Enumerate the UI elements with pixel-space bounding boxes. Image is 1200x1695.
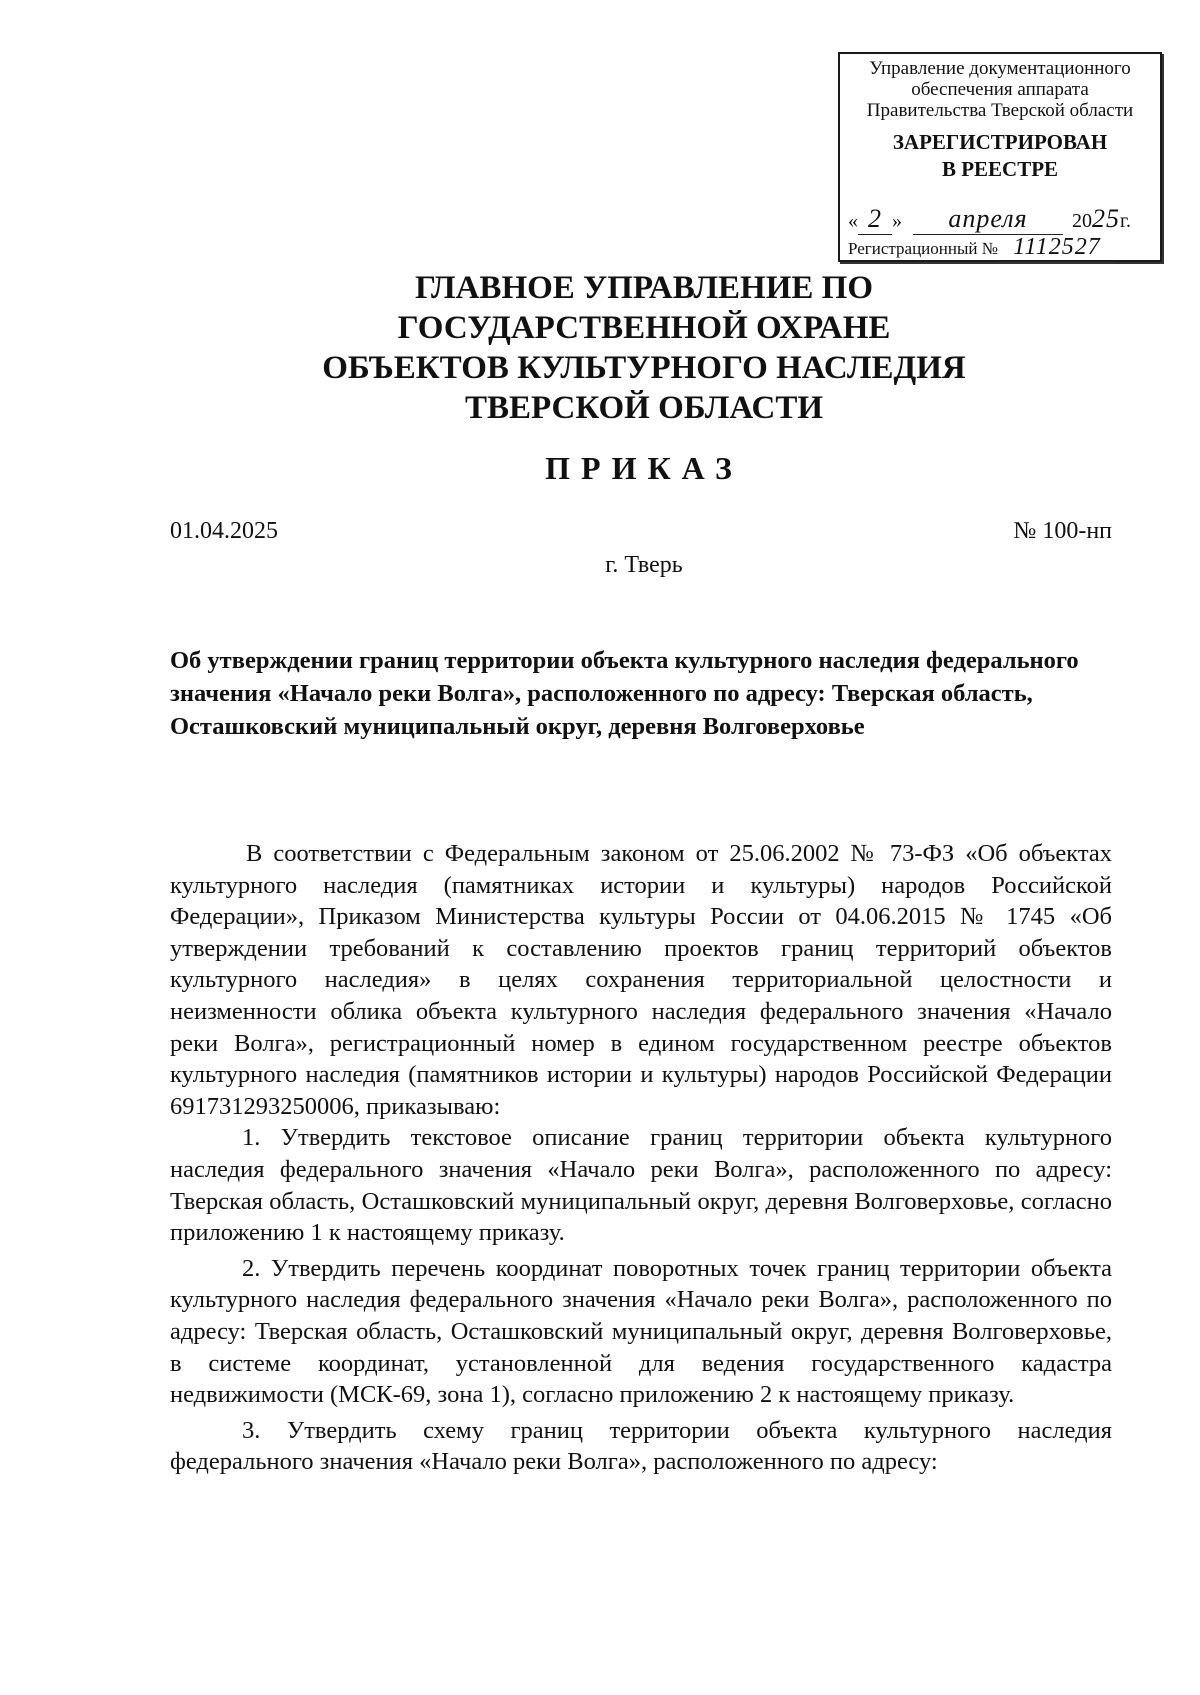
order-item-1: 1. Утвердить текстовое описание границ территории объекта культурного наследия федерального значения «Начало реки Волга», расположенного по адресу: Тверская область, Осташковский муниципальный округ, деревня Волговерховье, согласно приложению 1 к настоящему приказу. xyxy=(170,1124,1112,1247)
stamp-reg-number: 1112527 xyxy=(998,234,1116,262)
title-line: ГОСУДАРСТВЕННОЙ ОХРАНЕ xyxy=(397,310,891,346)
stamp-organization xyxy=(840,54,1160,121)
stamp-date-month: апреля xyxy=(913,204,1063,235)
document-city: г. Тверь xyxy=(605,552,683,578)
stamp-date: « 2 » апреля 2025г. xyxy=(848,204,1131,233)
order-item-3: 3. Утвердить схему границ территории объекта культурного наследия федерального значения «Начало реки Волга», расположенного по адресу: xyxy=(170,1416,1112,1476)
stamp-org-line: обеспечения аппарата xyxy=(911,79,1089,100)
title-line: ОБЪЕКТОВ КУЛЬТУРНОГО НАСЛЕДИЯ xyxy=(322,350,966,386)
stamp-date-year-suffix: 25 xyxy=(1092,204,1120,233)
stamp-status-line: В РЕЕСТРЕ xyxy=(941,157,1059,181)
stamp-status xyxy=(840,129,1160,183)
stamp-org-line: Управление документационного xyxy=(869,58,1131,79)
document-subject: Об утверждении границ территории объекта культурного наследия федерального значения «Начало реки Волга», расположенного по адресу: Тверская область, Осташковский муниципальный округ, деревня Волговерховье xyxy=(170,647,1079,740)
stamp-org-line: Правительства Тверской области xyxy=(866,100,1134,121)
registration-stamp xyxy=(838,52,1162,262)
document-number: № 100-нп xyxy=(1013,518,1112,544)
stamp-date-day: 2 xyxy=(858,204,892,235)
document-body xyxy=(170,838,1112,1478)
order-item-2: 2. Утвердить перечень координат поворотных точек границ территории объекта культурного наследия федерального значения «Начало реки Волга», расположенного по адресу: Тверская область, Осташковский муниципальный округ, деревня Волговерховье, в системе координат, установленной для ведения государственного кадастра недвижимости (МСК-69, зона 1), согласно приложению 2 к настоящему приказу. xyxy=(170,1254,1112,1409)
stamp-registration-number xyxy=(848,234,1152,262)
stamp-date-suffix: г. xyxy=(1120,210,1131,232)
stamp-status-line: ЗАРЕГИСТРИРОВАН xyxy=(892,130,1108,154)
title-line: ТВЕРСКОЙ ОБЛАСТИ xyxy=(464,390,824,426)
preamble-paragraph: В соответствии с Федеральным законом от 25.06.2002 № 73-ФЗ «Об объектах культурного наследия (памятниках истории и культуры) народов Российской Федерации», Приказом Министерства культуры России от 04.06.2015 № 1745 «Об утверждении требований к составлению проектов границ территорий объектов культурного наследия» в целях сохранения территориальной целостности и неизменности облика объекта культурного наследия федерального значения «Начало реки Волга», регистрационный номер в едином государственном реестре объектов культурного наследия (памятников истории и культуры) народов Российской Федерации 691731293250006, приказываю: xyxy=(170,840,1112,1120)
title-line: ГЛАВНОЕ УПРАВЛЕНИЕ ПО xyxy=(415,270,873,306)
organization-title xyxy=(0,268,1200,428)
document-type: ПРИКАЗ xyxy=(545,450,743,486)
stamp-reg-label: Регистрационный № xyxy=(848,239,998,258)
document-date: 01.04.2025 xyxy=(170,518,278,544)
stamp-date-year-prefix: 20 xyxy=(1072,210,1092,232)
